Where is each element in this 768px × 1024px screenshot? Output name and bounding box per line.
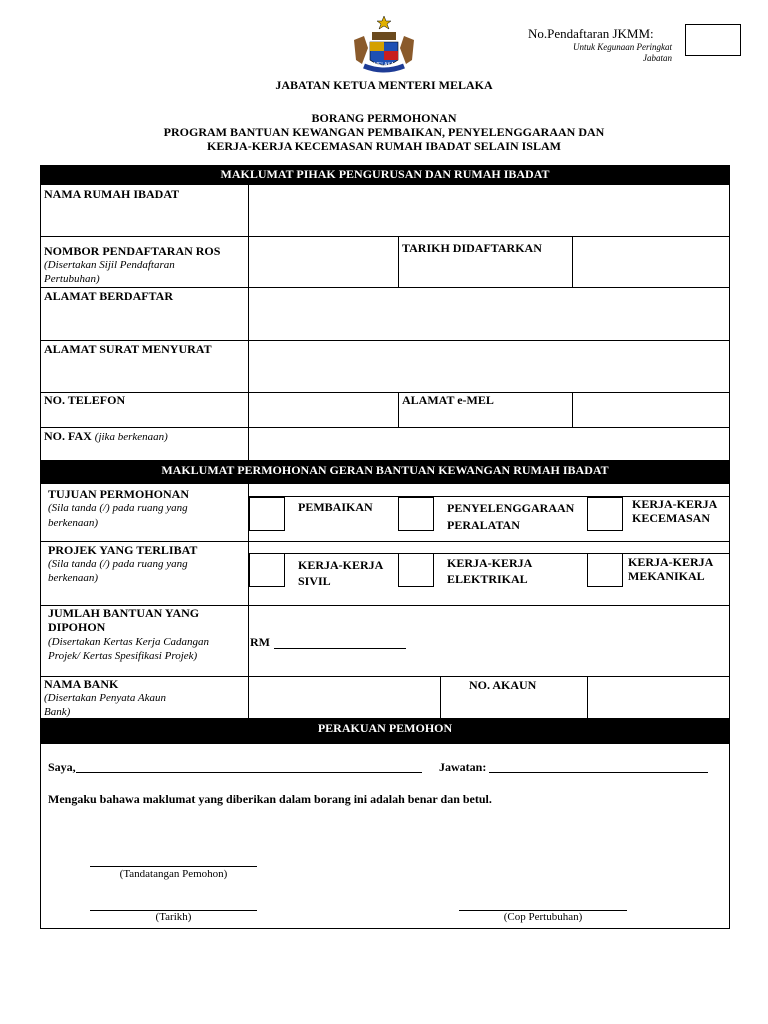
label-nama-bank: NAMA BANK	[44, 677, 119, 691]
field-nama-bank[interactable]	[250, 678, 438, 717]
checkbox-kerja-mekanikal[interactable]	[587, 553, 623, 587]
field-signature[interactable]	[90, 846, 257, 867]
caption-date: (Tarikh)	[155, 911, 192, 923]
option-kerja-mekanikal-line-1: KERJA-KERJA	[628, 555, 714, 569]
s2-row-line	[40, 541, 730, 542]
option-kerja-mekanikal	[628, 555, 713, 583]
option-kecemasan-line-1: KERJA-KERJA	[632, 497, 718, 511]
field-tarikh-didaftarkan[interactable]	[574, 238, 728, 286]
option-kerja-sivil-line-1: KERJA-KERJA	[298, 558, 384, 572]
note-bank-2: Bank)	[44, 706, 71, 718]
field-no-fax[interactable]	[250, 429, 728, 459]
section-header-application: MAKLUMAT PERMOHONAN GERAN BANTUAN KEWANGAN RUMAH IBADAT	[40, 460, 730, 484]
label-alamat-berdaftar: ALAMAT BERDAFTAR	[44, 289, 174, 303]
note-tick-1: (Sila tanda (/) pada ruang yang	[48, 502, 188, 514]
label-tarikh-didaftarkan: TARIKH DIDAFTARKAN	[402, 241, 542, 255]
option-kerja-sivil-line-2: SIVIL	[298, 574, 331, 588]
section-header-management: MAKLUMAT PIHAK PENGURUSAN DAN RUMAH IBADAT	[40, 165, 730, 185]
label-no-telefon: NO. TELEFON	[44, 393, 126, 407]
field-nombor-ros[interactable]	[250, 238, 396, 286]
label-jumlah-bantuan-2: DIPOHON	[48, 620, 106, 634]
field-no-telefon[interactable]	[250, 394, 396, 426]
option-kecemasan	[632, 497, 717, 525]
program-title-line-1: PROGRAM BANTUAN KEWANGAN PEMBAIKAN, PENYELENGGARAAN DAN	[163, 125, 605, 139]
department-use-line-2: Jabatan	[643, 53, 672, 63]
field-jumlah-rm[interactable]	[274, 634, 406, 649]
option-penyelenggaraan-line-2: PERALATAN	[447, 518, 520, 532]
field-date[interactable]	[90, 890, 257, 911]
section-header-declaration: PERAKUAN PEMOHON	[40, 718, 730, 744]
registration-number-box[interactable]	[685, 24, 741, 56]
field-no-akaun[interactable]	[589, 678, 728, 717]
s2-col-line	[440, 676, 441, 718]
label-saya: Saya,	[48, 760, 76, 774]
s1-row-line	[40, 287, 730, 288]
option-kerja-elektrikal-line-1: KERJA-KERJA	[447, 556, 533, 570]
label-no-akaun: NO. AKAUN	[469, 678, 537, 692]
field-jawatan[interactable]	[489, 758, 708, 773]
field-alamat-berdaftar[interactable]	[250, 289, 728, 339]
label-nombor-ros: NOMBOR PENDAFTARAN ROS	[44, 244, 221, 258]
note-ros-2: Pertubuhan)	[44, 273, 100, 285]
s1-row-line	[40, 427, 730, 428]
s2-col-line	[587, 676, 588, 718]
label-no-fax-text: NO. FAX	[44, 429, 92, 443]
caption-org-stamp: (Cop Pertubuhan)	[503, 911, 583, 923]
s1-row-line	[40, 392, 730, 393]
option-penyelenggaraan	[447, 500, 574, 534]
label-projek-terlibat: PROJEK YANG TERLIBAT	[48, 543, 198, 557]
label-alamat-surat-menyurat: ALAMAT SURAT MENYURAT	[44, 342, 212, 356]
label-no-fax	[44, 429, 168, 444]
checkbox-kerja-elektrikal[interactable]	[398, 553, 434, 587]
s2-row-line	[248, 553, 730, 554]
field-nama-rumah-ibadat[interactable]	[250, 187, 728, 235]
s1-col-line	[572, 236, 573, 287]
option-kerja-elektrikal	[447, 555, 532, 587]
program-title-line-2: KERJA-KERJA KECEMASAN RUMAH IBADAT SELAIN ISLAM	[207, 139, 561, 153]
s1-row-line	[40, 340, 730, 341]
option-kerja-mekanikal-line-2: MEKANIKAL	[628, 569, 705, 583]
label-alamat-emel: ALAMAT e-MEL	[402, 393, 494, 407]
label-jawatan: Jawatan:	[439, 760, 487, 774]
checkbox-kecemasan[interactable]	[587, 497, 623, 531]
caption-signature: (Tandatangan Pemohon)	[119, 868, 228, 880]
s1-col-line	[572, 392, 573, 427]
form-title: BORANG PERMOHONAN	[311, 111, 457, 125]
department-use-note	[540, 42, 672, 64]
option-kerja-elektrikal-line-2: ELEKTRIKAL	[447, 572, 528, 586]
field-org-stamp[interactable]	[459, 890, 627, 911]
note-fax: (jika berkenaan)	[94, 431, 168, 443]
note-jumlah-2: Projek/ Kertas Spesifikasi Projek)	[48, 650, 198, 662]
s1-col-line	[398, 236, 399, 287]
department-use-line-1: Untuk Kegunaan Peringkat	[573, 42, 672, 52]
checkbox-pembaikan[interactable]	[249, 497, 285, 531]
field-alamat-surat-menyurat[interactable]	[250, 342, 728, 391]
s1-row-line	[40, 236, 730, 237]
s1-col-line	[398, 392, 399, 427]
organization-name: JABATAN KETUA MENTERI MELAKA	[275, 78, 493, 92]
checkbox-kerja-sivil[interactable]	[249, 553, 285, 587]
option-kecemasan-line-2: KECEMASAN	[632, 511, 711, 525]
s1-divider	[248, 185, 249, 460]
state-crest	[350, 14, 418, 78]
note-tick-1: (Sila tanda (/) pada ruang yang	[48, 558, 188, 570]
label-rm: RM	[250, 635, 270, 649]
option-penyelenggaraan-line-1: PENYELENGGARAAN	[447, 501, 575, 515]
note-jumlah-1: (Disertakan Kertas Kerja Cadangan	[48, 636, 210, 648]
option-pembaikan: PEMBAIKAN	[298, 500, 373, 514]
s2-row-line	[40, 676, 730, 677]
note-ros-1: (Disertakan Sijil Pendaftaran	[44, 259, 175, 271]
declaration-text: Mengaku bahawa maklumat yang diberikan dalam borang ini adalah benar dan betul.	[48, 792, 492, 806]
crest-motto: MELAKA	[373, 62, 395, 68]
label-jumlah-bantuan-1: JUMLAH BANTUAN YANG	[48, 606, 200, 620]
field-alamat-emel[interactable]	[574, 394, 728, 426]
field-saya[interactable]	[76, 758, 422, 773]
label-nama-rumah-ibadat: NAMA RUMAH IBADAT	[44, 187, 180, 201]
note-tick-2: berkenaan)	[48, 517, 99, 529]
checkbox-penyelenggaraan[interactable]	[398, 497, 434, 531]
label-tujuan-permohonan: TUJUAN PERMOHONAN	[48, 487, 189, 501]
note-bank-1: (Disertakan Penyata Akaun	[44, 692, 166, 704]
option-kerja-sivil	[298, 557, 383, 589]
registration-label: No.Pendaftaran JKMM:	[528, 26, 654, 41]
note-tick-2: berkenaan)	[48, 572, 99, 584]
